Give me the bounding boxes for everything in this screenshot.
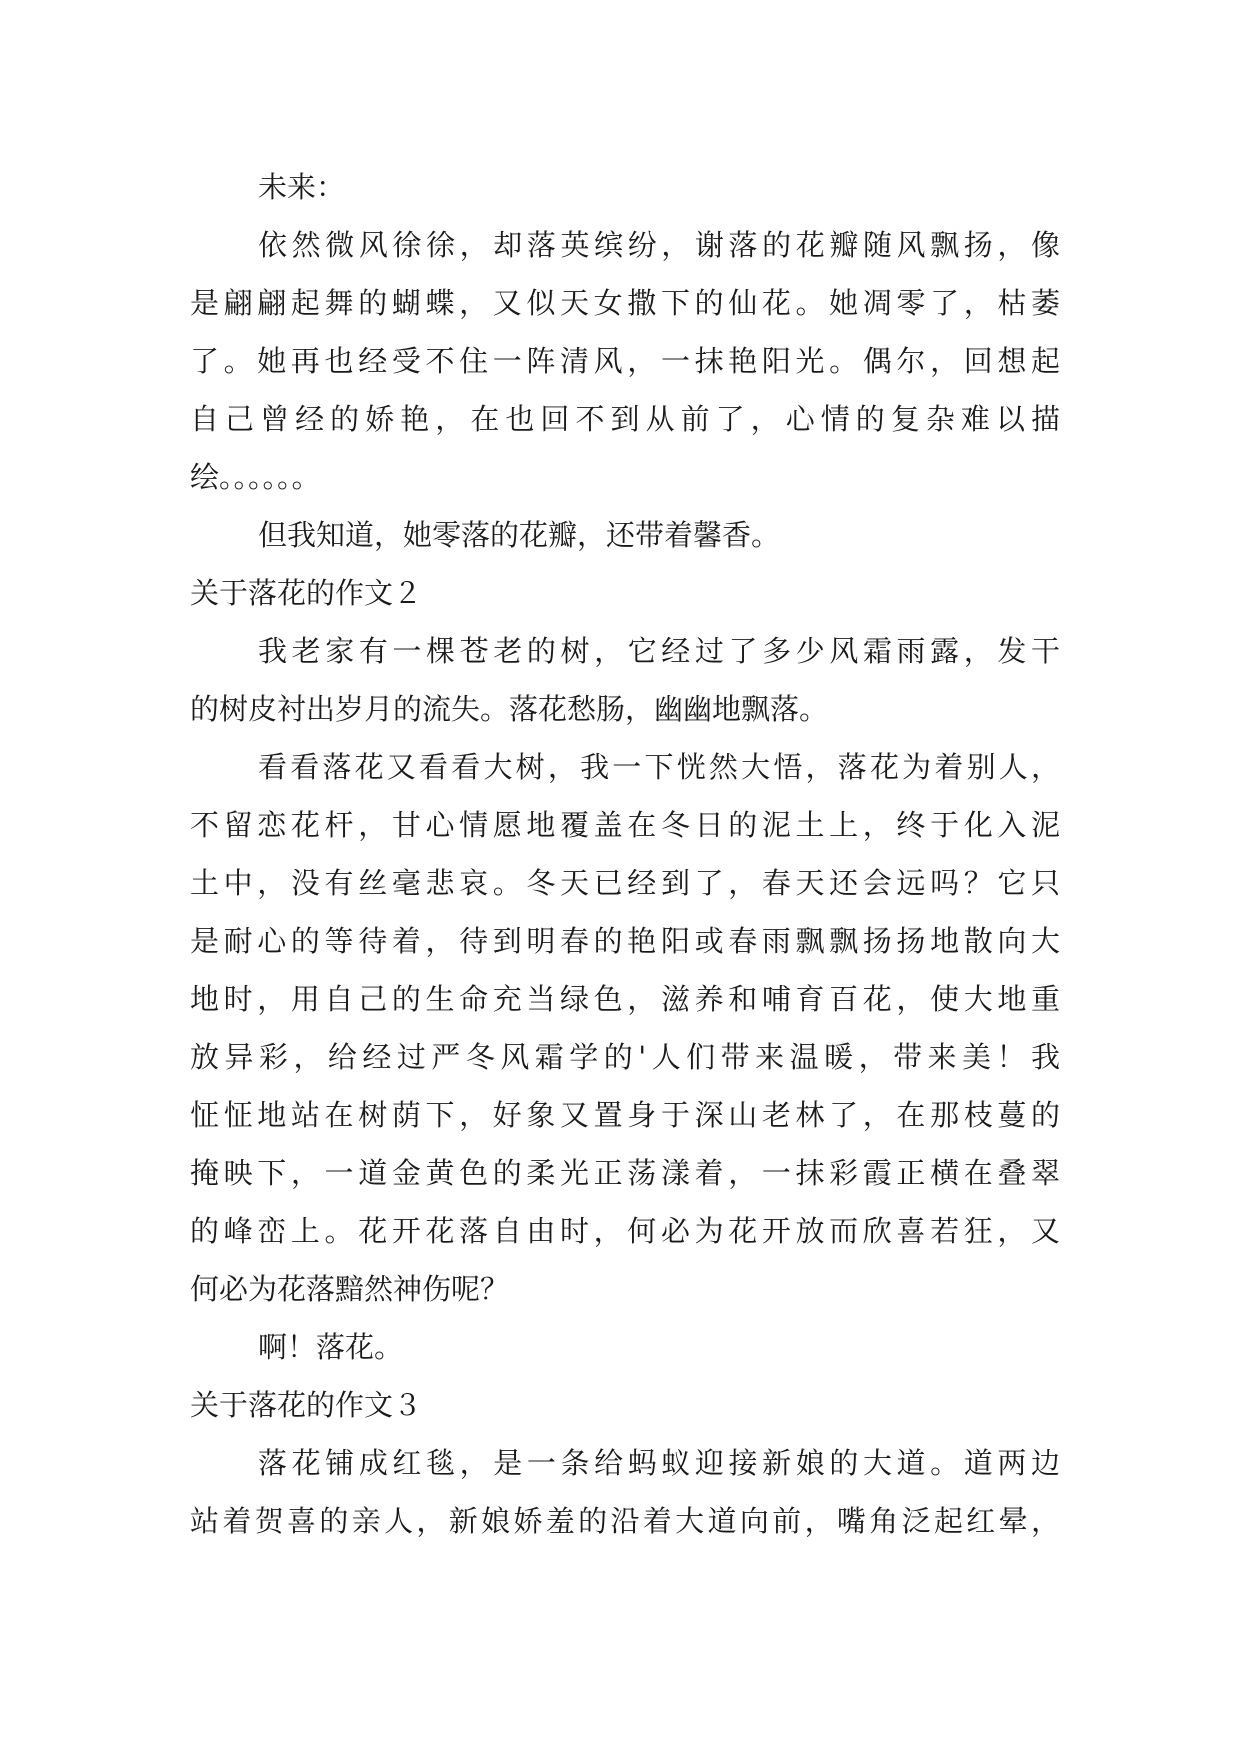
paragraph-line: 依然微风徐徐，却落英缤纷，谢落的花瓣随风飘扬，像 (258, 228, 1060, 262)
paragraph-line: 怔怔地站在树荫下，好象又置身于深山老林了，在那枝蔓的 (190, 1098, 1060, 1132)
paragraph-line: 落花铺成红毯，是一条给蚂蚁迎接新娘的大道。道两边 (258, 1446, 1060, 1480)
paragraph-line: 啊！落花。 (258, 1330, 404, 1364)
paragraph-line: 了。她再也经受不住一阵清风，一抹艳阳光。偶尔，回想起 (190, 344, 1060, 378)
section-heading: 关于落花的作文２ (190, 576, 423, 610)
paragraph-line: 的树皮衬出岁月的流失。落花愁肠，幽幽地飘落。 (190, 692, 829, 726)
paragraph-line: 是翩翩起舞的蝴蝶，又似天女撒下的仙花。她凋零了，枯萎 (190, 286, 1060, 320)
paragraph-line: 放异彩，给经过严冬风霜学的'人们带来温暖，带来美！我 (190, 1040, 1060, 1074)
paragraph-line: 站着贺喜的亲人，新娘娇羞的沿着大道向前，嘴角泛起红晕， (190, 1504, 1060, 1538)
paragraph-line: 我老家有一棵苍老的树，它经过了多少风霜雨露，发干 (258, 634, 1060, 668)
paragraph-line: 掩映下，一道金黄色的柔光正荡漾着，一抹彩霞正横在叠翠 (190, 1156, 1060, 1190)
paragraph-line: 何必为花落黯然神伤呢？ (190, 1272, 510, 1306)
paragraph-line: 地时，用自己的生命充当绿色，滋养和哺育百花，使大地重 (190, 982, 1060, 1016)
section-heading: 关于落花的作文３ (190, 1388, 423, 1422)
paragraph-line: 土中，没有丝毫悲哀。冬天已经到了，春天还会远吗？它只 (190, 866, 1060, 900)
paragraph-line: 但我知道，她零落的花瓣，还带着馨香。 (258, 518, 781, 552)
paragraph-line: 自己曾经的娇艳，在也回不到从前了，心情的复杂难以描 (190, 402, 1060, 436)
paragraph-line: 是耐心的等待着，待到明春的艳阳或春雨飘飘扬扬地散向大 (190, 924, 1060, 958)
paragraph-line: 看看落花又看看大树，我一下恍然大悟，落花为着别人， (258, 750, 1060, 784)
paragraph-line: 的峰峦上。花开花落自由时，何必为花开放而欣喜若狂，又 (190, 1214, 1060, 1248)
paragraph-line: 未来： (258, 170, 346, 204)
paragraph-line: 不留恋花杆，甘心情愿地覆盖在冬日的泥土上，终于化入泥 (190, 808, 1060, 842)
paragraph-line: 绘。。。。。。 (190, 460, 321, 494)
document-body (190, 158, 1060, 1550)
